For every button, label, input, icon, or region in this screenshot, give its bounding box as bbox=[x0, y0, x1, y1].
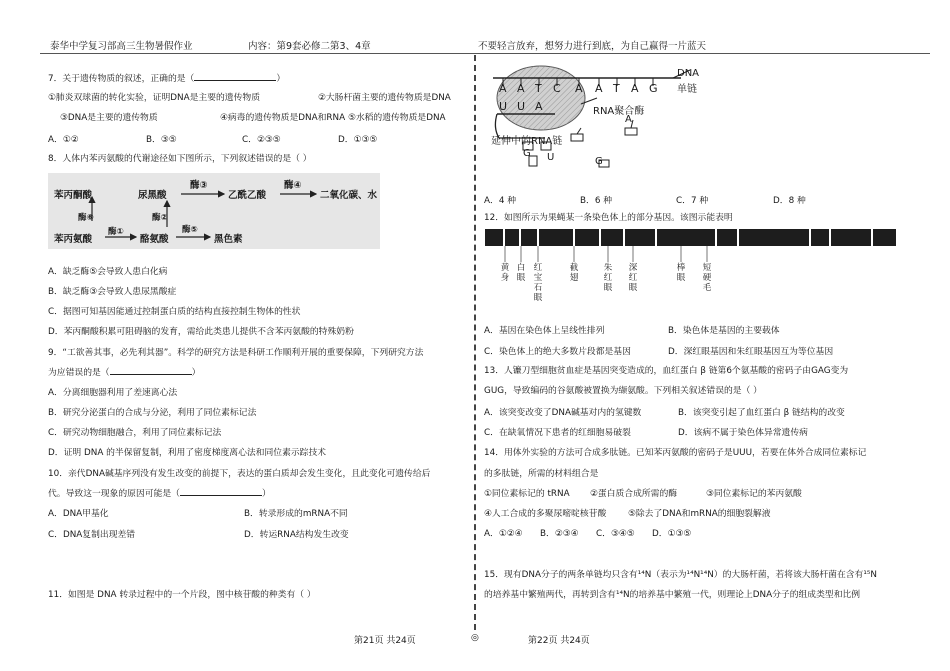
q14-item-2: ②蛋白质合成所需的酶 bbox=[590, 489, 678, 499]
node-phenylalanine: 苯丙氨酸 bbox=[54, 234, 93, 245]
q10-option-d: D．转运RNA结构发生改变 bbox=[244, 530, 349, 540]
dna-base-6: A bbox=[595, 82, 603, 95]
q11-stem: 11．如图是 DNA 转录过程中的一个片段，图中核苷酸的种类有（ ） bbox=[48, 590, 316, 600]
transcription-figure bbox=[485, 58, 785, 178]
q9-option-a: A．分离细胞器利用了差速离心法 bbox=[48, 388, 178, 398]
q14-item-1: ①同位素标记的 tRNA bbox=[484, 489, 570, 499]
header-school: 泰华中学复习部高三生物暑假作业 bbox=[50, 41, 193, 52]
q14-item-3: ③同位素标记的苯丙氨酸 bbox=[706, 489, 802, 499]
node-phenylpyruvate: 苯丙酮酸 bbox=[54, 190, 93, 201]
q9-option-d: D．证明 DNA 的半保留复制，利用了密度梯度离心法和同位素示踪技术 bbox=[48, 448, 327, 458]
q8-option-a: A．缺乏酶⑤会导致人患白化病 bbox=[48, 267, 168, 277]
metabolism-pathway-figure bbox=[48, 173, 380, 249]
node-tyrosine: 酪氨酸 bbox=[140, 234, 169, 245]
header-motto: 不要轻言放弃，想努力进行到底，为自己赢得一片蓝天 bbox=[478, 41, 707, 52]
q13-option-c: C．在缺氧情况下患者的红细胞易破裂 bbox=[484, 428, 631, 438]
enzyme-3: 酶③ bbox=[190, 180, 208, 191]
free-nucleotide-a: A bbox=[625, 114, 632, 125]
enzyme-6: 酶⑥ bbox=[78, 213, 94, 223]
dna-base-8: A bbox=[631, 82, 639, 95]
q9-option-c: C．研究动物细胞融合，利用了同位素标记法 bbox=[48, 428, 222, 438]
dna-base-9: G bbox=[649, 82, 658, 95]
q11-option-c: C．7 种 bbox=[676, 196, 709, 206]
enzyme-1: 酶① bbox=[108, 227, 124, 237]
q13-stem: 13．人镰刀型细胞贫血症是基因突变造成的，血红蛋白 β 链第6个氨基酸的密码子由GAG变为 bbox=[484, 366, 849, 376]
gene-bar-eye: 棒眼 bbox=[676, 263, 686, 283]
q11-option-d: D．8 种 bbox=[773, 196, 806, 206]
q7-item-2: ②大肠杆菌主要的遗传物质是DNA bbox=[318, 93, 451, 103]
q8-option-d: D．苯丙酮酸积累可阻碍脑的发育，需给此类患儿提供不含苯丙氨酸的特殊奶粉 bbox=[48, 327, 354, 337]
q7-item-1: ①肺炎双球菌的转化实验，证明DNA是主要的遗传物质 bbox=[48, 93, 260, 103]
column-divider bbox=[474, 55, 476, 630]
rna-base-3: A bbox=[535, 100, 543, 113]
q7-option-a: A．①② bbox=[48, 135, 79, 145]
dna-base-4: C bbox=[553, 82, 561, 95]
rna-chain-label: 延伸中的RNA链 bbox=[491, 136, 563, 147]
gene-ruby-eye: 红宝石眼 bbox=[533, 263, 543, 303]
q7-item-4: ④病毒的遗传物质是DNA和RNA ⑤水稻的遗传物质是DNA bbox=[220, 113, 446, 123]
node-homogentisate: 尿黑酸 bbox=[138, 190, 167, 201]
transcription-drawing bbox=[485, 58, 785, 178]
q14-item-5: ⑤除去了DNA和mRNA的细胞裂解液 bbox=[628, 509, 771, 519]
q8-stem: 8．人体内苯丙氨酸的代谢途径如下图所示，下列叙述错误的是（ ） bbox=[48, 154, 312, 164]
rna-base-2: U bbox=[517, 100, 526, 113]
q12-option-b: B．染色体是基因的主要载体 bbox=[668, 326, 780, 336]
q15-line-2: 的培养基中繁殖两代，再转到含有¹⁴N的培养基中繁殖一代，则理论上DNA分子的组成类型和比例 bbox=[484, 590, 861, 600]
q12-option-c: C．染色体上的绝大多数片段都是基因 bbox=[484, 347, 631, 357]
dna-strand-label-2: 单链 bbox=[677, 84, 697, 95]
q10-option-b: B．转录形成的mRNA不同 bbox=[244, 509, 348, 519]
node-acetoacetate: 乙酰乙酸 bbox=[228, 190, 267, 201]
q7-item-3: ③DNA是主要的遗传物质 bbox=[60, 113, 158, 123]
node-co2-water: 二氧化碳、水 bbox=[320, 190, 378, 201]
q10-option-a: A．DNA甲基化 bbox=[48, 509, 109, 519]
footer-copyright-mark: ◎ bbox=[471, 633, 479, 643]
dna-base-3: T bbox=[535, 82, 542, 95]
enzyme-2: 酶② bbox=[152, 213, 168, 223]
q12-option-d: D．深红眼基因和朱红眼基因互为等位基因 bbox=[668, 347, 834, 357]
dna-base-1: A bbox=[499, 82, 507, 95]
q7-option-d: D．①③⑤ bbox=[338, 135, 378, 145]
rna-polymerase-label: RNA聚合酶 bbox=[593, 106, 645, 117]
q13-option-a: A．该突变改变了DNA碱基对内的氢键数 bbox=[484, 408, 642, 418]
q14-stem: 14．用体外实验的方法可合成多肽链。已知苯丙氨酸的密码子是UUU，若要在体外合成同位素标记 bbox=[484, 448, 867, 458]
q14-option-d: D．①③⑤ bbox=[652, 529, 692, 539]
gene-short-bristle: 短硬毛 bbox=[702, 263, 712, 293]
chromosome-bar bbox=[485, 229, 896, 246]
q13-option-b: B．该突变引起了血红蛋白 β 链结构的改变 bbox=[678, 408, 845, 418]
q15-line-1: 15．现有DNA分子的两条单链均只含有¹⁴N（表示为¹⁴N¹⁴N）的大肠杆菌，若将该大肠杆菌在含有¹⁵N bbox=[484, 570, 877, 580]
header-rule bbox=[40, 53, 930, 54]
enzyme-4: 酶④ bbox=[284, 180, 302, 191]
q14-option-a: A．①②④ bbox=[484, 529, 523, 539]
q14-option-b: B．②③④ bbox=[540, 529, 579, 539]
dna-strand-label-1: DNA bbox=[677, 68, 700, 79]
q7-option-b: B．③⑤ bbox=[146, 135, 177, 145]
q7-option-c: C．②③⑤ bbox=[242, 135, 281, 145]
gene-vermilion-eye: 朱红眼 bbox=[603, 263, 613, 293]
gene-dark-red-eye: 深红眼 bbox=[628, 263, 638, 293]
page-number-right: 第22页 共24页 bbox=[528, 636, 590, 646]
q10-stem: 10．亲代DNA碱基序列没有发生改变的前提下，表达的蛋白质却会发生变化，且此变化可遗传给后 bbox=[48, 469, 431, 479]
dna-base-2: A bbox=[517, 82, 525, 95]
q7-stem: 7．关于遗传物质的叙述，正确的是（ ） bbox=[48, 74, 286, 84]
free-nucleotide-g1: G bbox=[523, 148, 531, 159]
header-content: 内容：第9套必修二第3、4章 bbox=[248, 41, 371, 52]
q12-stem: 12．如图所示为果蝇某一条染色体上的部分基因。该图示能表明 bbox=[484, 213, 733, 223]
q14-item-4: ④人工合成的多聚尿嘧啶核苷酸 bbox=[484, 509, 607, 519]
node-melanin: 黑色素 bbox=[214, 234, 243, 245]
q8-option-c: C．据图可知基因能通过控制蛋白质的结构直接控制生物体的性状 bbox=[48, 307, 301, 317]
gene-pointers bbox=[485, 246, 896, 264]
q8-option-b: B．缺乏酶③会导致人患尿黑酸症 bbox=[48, 287, 177, 297]
q14-option-c: C．③④⑤ bbox=[596, 529, 635, 539]
free-nucleotide-g2: G bbox=[595, 156, 603, 167]
q9-stem: 9．“工欲善其事，必先利其器”。科学的研究方法是科研工作顺利开展的重要保障，下列研究方法 bbox=[48, 348, 424, 358]
page-number-left: 第21页 共24页 bbox=[354, 636, 416, 646]
q14-stem-2: 的多肽链，所需的材料组合是 bbox=[484, 469, 599, 479]
gene-yellow-body: 黄身 bbox=[500, 263, 510, 283]
dna-base-5: A bbox=[575, 82, 583, 95]
gene-cut-wing: 截翅 bbox=[569, 263, 579, 283]
dna-base-7: T bbox=[613, 82, 620, 95]
q11-option-b: B．6 种 bbox=[580, 196, 613, 206]
gene-white-eye: 白眼 bbox=[516, 263, 526, 283]
free-nucleotide-u: U bbox=[547, 152, 555, 163]
q9-option-b: B．研究分泌蛋白的合成与分泌，利用了同位素标记法 bbox=[48, 408, 257, 418]
q13-stem-2: GUG，导致编码的谷氨酸被置换为缬氨酸。下列相关叙述错误的是（ ） bbox=[484, 386, 762, 396]
q13-option-d: D．该病不属于染色体异常遗传病 bbox=[678, 428, 808, 438]
enzyme-5: 酶⑤ bbox=[182, 225, 198, 235]
q10-stem-2: 代。导致这一现象的原因可能是（ ） bbox=[48, 489, 271, 499]
q11-option-a: A．4 种 bbox=[484, 196, 517, 206]
rna-base-1: U bbox=[499, 100, 508, 113]
q10-option-c: C．DNA复制出现差错 bbox=[48, 530, 136, 540]
q12-option-a: A．基因在染色体上呈线性排列 bbox=[484, 326, 605, 336]
q9-stem-2: 为应错误的是（ ） bbox=[48, 368, 201, 378]
